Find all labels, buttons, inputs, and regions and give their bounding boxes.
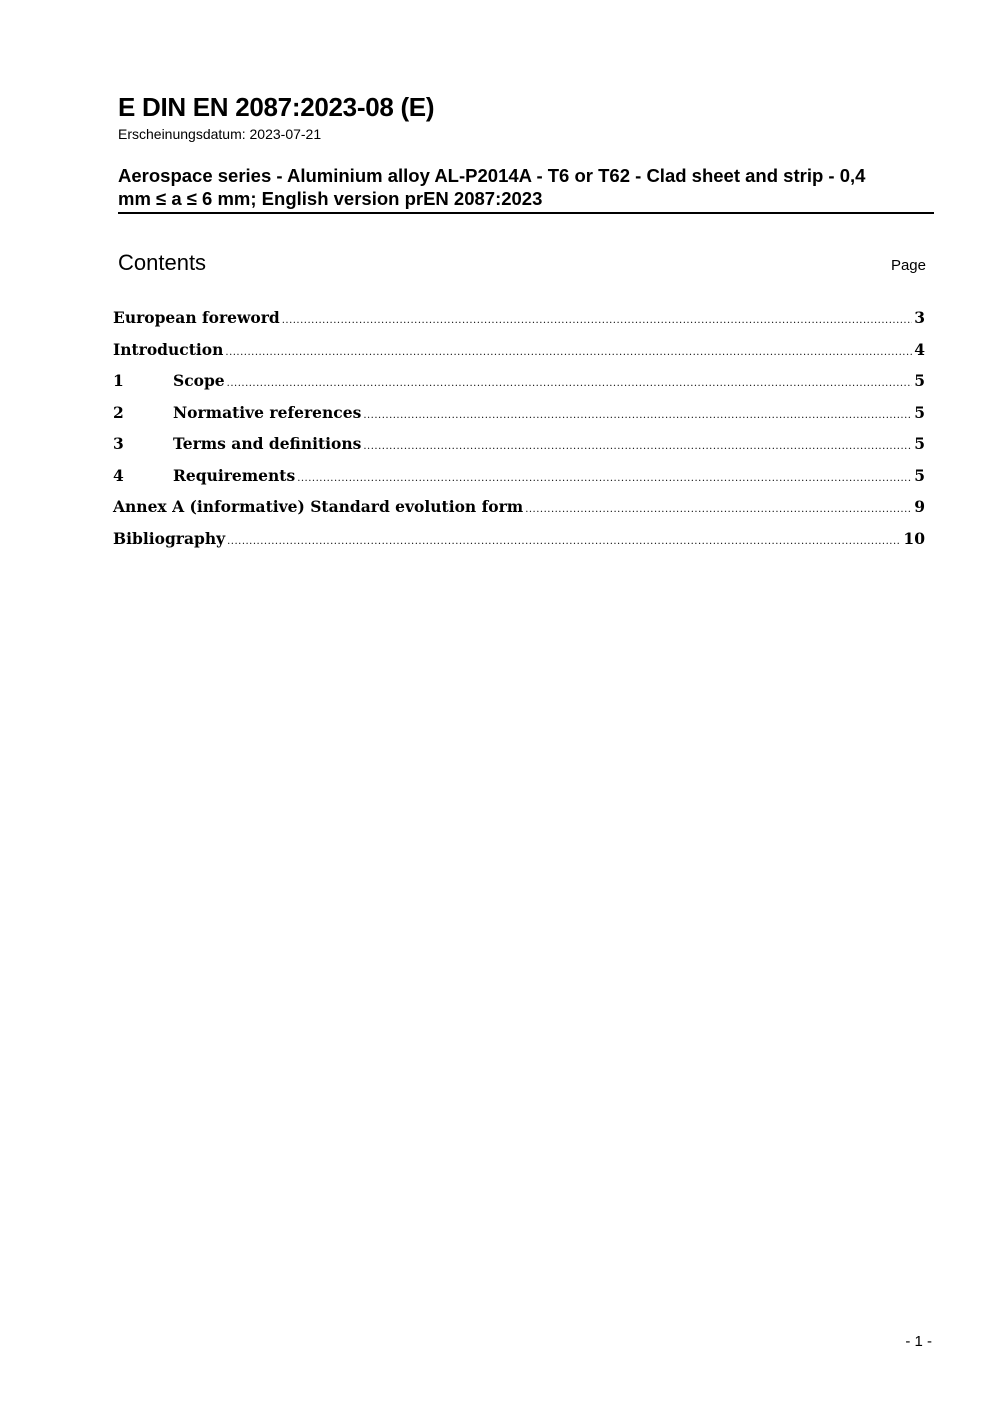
title-line-2: mm ≤ a ≤ 6 mm; English version prEN 2087:2023 bbox=[118, 188, 543, 209]
toc-dot-leader bbox=[225, 347, 912, 358]
toc-entry-title: Bibliography bbox=[113, 528, 226, 548]
toc-entry-introduction[interactable] bbox=[113, 340, 925, 372]
contents-heading: Contents bbox=[118, 250, 207, 275]
toc-entry-scope[interactable] bbox=[113, 371, 925, 403]
toc-entry-page: 3 bbox=[914, 308, 925, 327]
page-column-label: Page bbox=[890, 257, 926, 274]
toc-entry-normative-references[interactable] bbox=[113, 403, 925, 435]
toc-entry-title: Requirements bbox=[173, 465, 296, 485]
toc-entry-page: 5 bbox=[914, 371, 925, 390]
toc-entry-number: 1 bbox=[113, 371, 124, 390]
toc-entry-page: 9 bbox=[914, 497, 925, 516]
toc-entry-title: Introduction bbox=[113, 339, 224, 359]
toc-dot-leader bbox=[227, 378, 913, 389]
title-line-1: Aerospace series - Aluminium alloy AL-P2014A - T6 or T62 - Clad sheet and strip - 0,4 bbox=[118, 165, 866, 186]
toc-dot-leader bbox=[282, 315, 912, 326]
toc-dot-leader bbox=[363, 441, 912, 452]
footer-page-number: - 1 - bbox=[905, 1333, 932, 1350]
toc-dot-leader bbox=[525, 504, 912, 515]
toc-entry-page: 5 bbox=[914, 465, 925, 485]
toc-entry-title: Normative references bbox=[173, 402, 362, 422]
toc-entry-number: 3 bbox=[113, 434, 124, 453]
toc-entry-page: 4 bbox=[914, 339, 925, 359]
toc-entry-page: 10 bbox=[903, 528, 925, 548]
toc-entry-requirements[interactable] bbox=[113, 466, 925, 498]
toc-entry-number: 2 bbox=[113, 402, 124, 422]
document-title bbox=[118, 164, 934, 214]
toc-entry-page: 5 bbox=[914, 434, 925, 453]
toc-entry-european-foreword[interactable] bbox=[113, 308, 925, 340]
toc-entry-title: Terms and definitions bbox=[173, 434, 362, 453]
publication-date: Erscheinungsdatum: 2023-07-21 bbox=[118, 126, 322, 142]
toc-entry-annex-a[interactable] bbox=[113, 497, 925, 529]
toc-entry-terms-and-definitions[interactable] bbox=[113, 434, 925, 466]
toc-entry-title: European foreword bbox=[113, 308, 280, 327]
toc-dot-leader bbox=[227, 536, 901, 547]
toc-entry-title: Annex A (informative) Standard evolution form bbox=[113, 497, 524, 516]
toc-entry-page: 5 bbox=[914, 402, 925, 422]
toc-entry-title: Scope bbox=[173, 371, 225, 390]
toc-dot-leader bbox=[297, 473, 912, 484]
toc-entry-bibliography[interactable] bbox=[113, 529, 925, 561]
toc-entry-number: 4 bbox=[113, 465, 124, 485]
table-of-contents bbox=[113, 308, 925, 560]
toc-dot-leader bbox=[363, 410, 912, 421]
document-id: E DIN EN 2087:2023-08 (E) bbox=[118, 92, 435, 122]
